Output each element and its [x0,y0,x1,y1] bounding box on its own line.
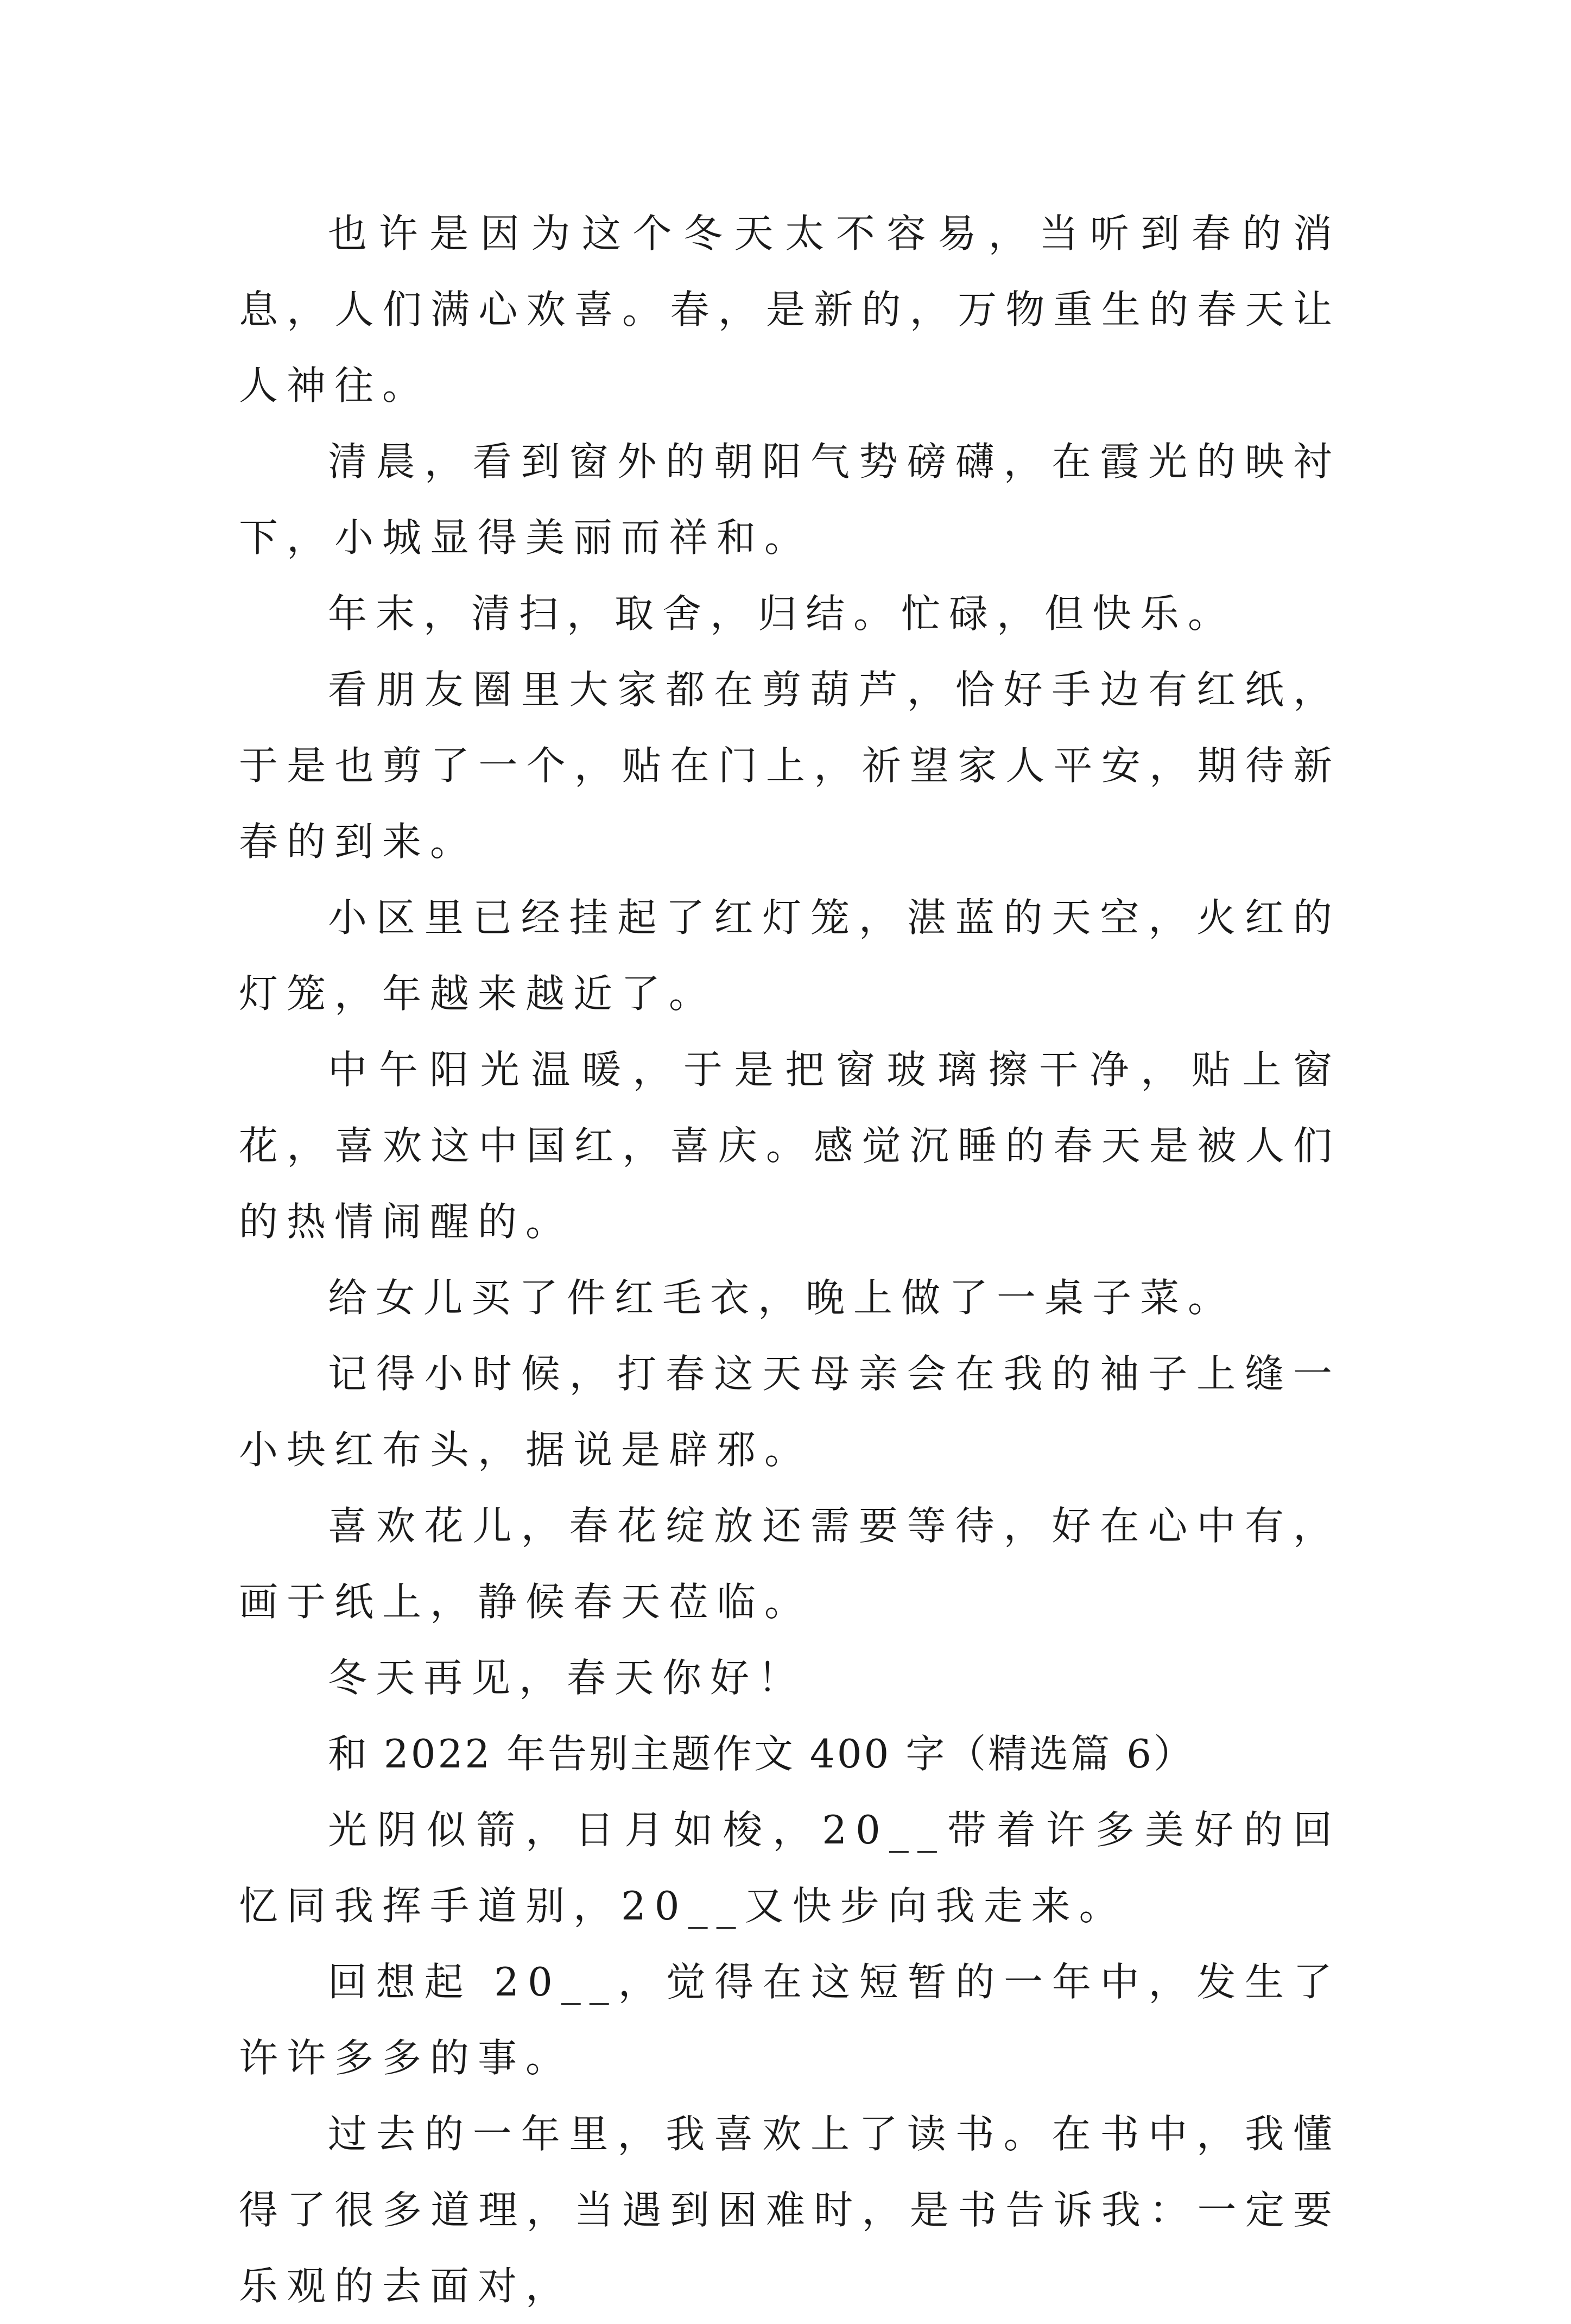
paragraph-13: 回想起 20__，觉得在这短暂的一年中，发生了许许多多的事。 [239,1959,1341,2081]
paragraph-14: 过去的一年里，我喜欢上了读书。在书中，我懂得了很多道理，当遇到困难时，是书告诉我：一定要乐观的去面对， [239,2111,1341,2309]
paragraph-9: 喜欢花儿，春花绽放还需要等待，好在心中有，画于纸上，静候春天莅临。 [239,1503,1341,1625]
paragraph-12: 光阴似箭，日月如梭，20__带着许多美好的回忆同我挥手道别，20__又快步向我走来。 [239,1807,1341,1929]
section-heading: 和 2022 年告别主题作文 400 字（精选篇 6） [328,1731,1195,1777]
paragraph-10: 冬天再见，春天你好！ [328,1655,806,1701]
paragraph-1: 也许是因为这个冬天太不容易，当听到春的消息，人们满心欢喜。春，是新的，万物重生的春天让人神往。 [239,211,1341,408]
paragraph-3: 年末，清扫，取舍，归结。忙碌，但快乐。 [328,591,1236,636]
paragraph-2: 清晨，看到窗外的朝阳气势磅礴，在霞光的映衬下，小城显得美丽而祥和。 [239,439,1341,560]
paragraph-8: 记得小时候，打春这天母亲会在我的袖子上缝一小块红布头，据说是辟邪。 [239,1351,1341,1473]
paragraph-5: 小区里已经挂起了红灯笼，湛蓝的天空，火红的灯笼，年越来越近了。 [239,895,1341,1016]
paragraph-7: 给女儿买了件红毛衣，晚上做了一桌子菜。 [328,1275,1236,1321]
document-body [239,195,1341,2324]
paragraph-6: 中午阳光温暖，于是把窗玻璃擦干净，贴上窗花，喜欢这中国红，喜庆。感觉沉睡的春天是被人们的热情闹醒的。 [239,1047,1341,1245]
paragraph-4: 看朋友圈里大家都在剪葫芦，恰好手边有红纸，于是也剪了一个，贴在门上，祈望家人平安，期待新春的到来。 [239,667,1341,864]
